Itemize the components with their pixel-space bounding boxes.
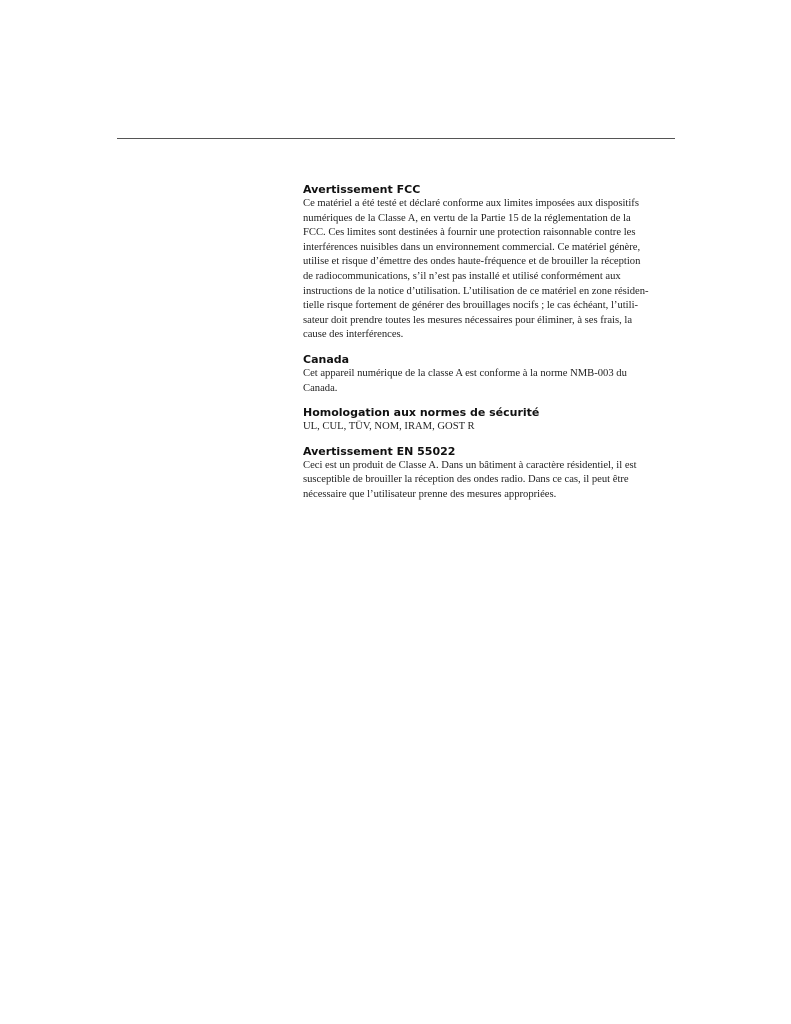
section-fcc-warning <box>303 182 673 343</box>
section-heading: Homologation aux normes de sécurité <box>303 406 540 420</box>
text-line: numériques de la Classe A, en vertu de la Partie 15 de la réglementation de la <box>303 212 631 224</box>
text-line: susceptible de brouiller la réception des ondes radio. Dans ce cas, il peut être <box>303 474 629 486</box>
text-line: nécessaire que l’utilisateur prenne des mesures appropriées. <box>303 488 557 500</box>
text-line: sateur doit prendre toutes les mesures nécessaires pour éliminer, à ses frais, la <box>303 314 633 326</box>
section-body <box>303 459 673 503</box>
text-line: FCC. Ces limites sont destinées à fournir une protection raisonnable contre les <box>303 227 636 239</box>
text-line: instructions de la notice d’utilisation. L’utilisation de ce matériel en zone résiden- <box>303 285 649 297</box>
text-line: interférences nuisibles dans un environnement commercial. Ce matériel génère, <box>303 241 641 253</box>
section-heading: Canada <box>303 352 350 366</box>
section-body <box>303 367 673 396</box>
top-rule-divider <box>117 138 675 139</box>
section-safety-certifications <box>303 405 673 435</box>
section-canada <box>303 352 673 396</box>
text-line: UL, CUL, TÜV, NOM, IRAM, GOST R <box>303 421 475 433</box>
text-line: de radiocommunications, s’il n’est pas installé et utilisé conformément aux <box>303 270 621 282</box>
text-line: Ce matériel a été testé et déclaré conforme aux limites imposées aux dispositifs <box>303 198 639 209</box>
text-line: tielle risque fortement de générer des brouillages nocifs ; le cas échéant, l’utili- <box>303 300 639 312</box>
text-line: cause des interférences. <box>303 329 404 341</box>
section-heading: Avertissement FCC <box>303 183 421 196</box>
section-heading: Avertissement EN 55022 <box>303 444 456 458</box>
section-body <box>303 420 673 435</box>
text-line: Cet appareil numérique de la classe A est conforme à la norme NMB-003 du <box>303 367 627 379</box>
document-content <box>303 182 673 512</box>
text-line: Canada. <box>303 382 338 394</box>
section-body <box>303 197 673 343</box>
section-en55022-warning <box>303 444 673 503</box>
text-line: Ceci est un produit de Classe A. Dans un bâtiment à caractère résidentiel, il est <box>303 459 637 471</box>
text-line: utilise et risque d’émettre des ondes haute-fréquence et de brouiller la réception <box>303 256 641 268</box>
